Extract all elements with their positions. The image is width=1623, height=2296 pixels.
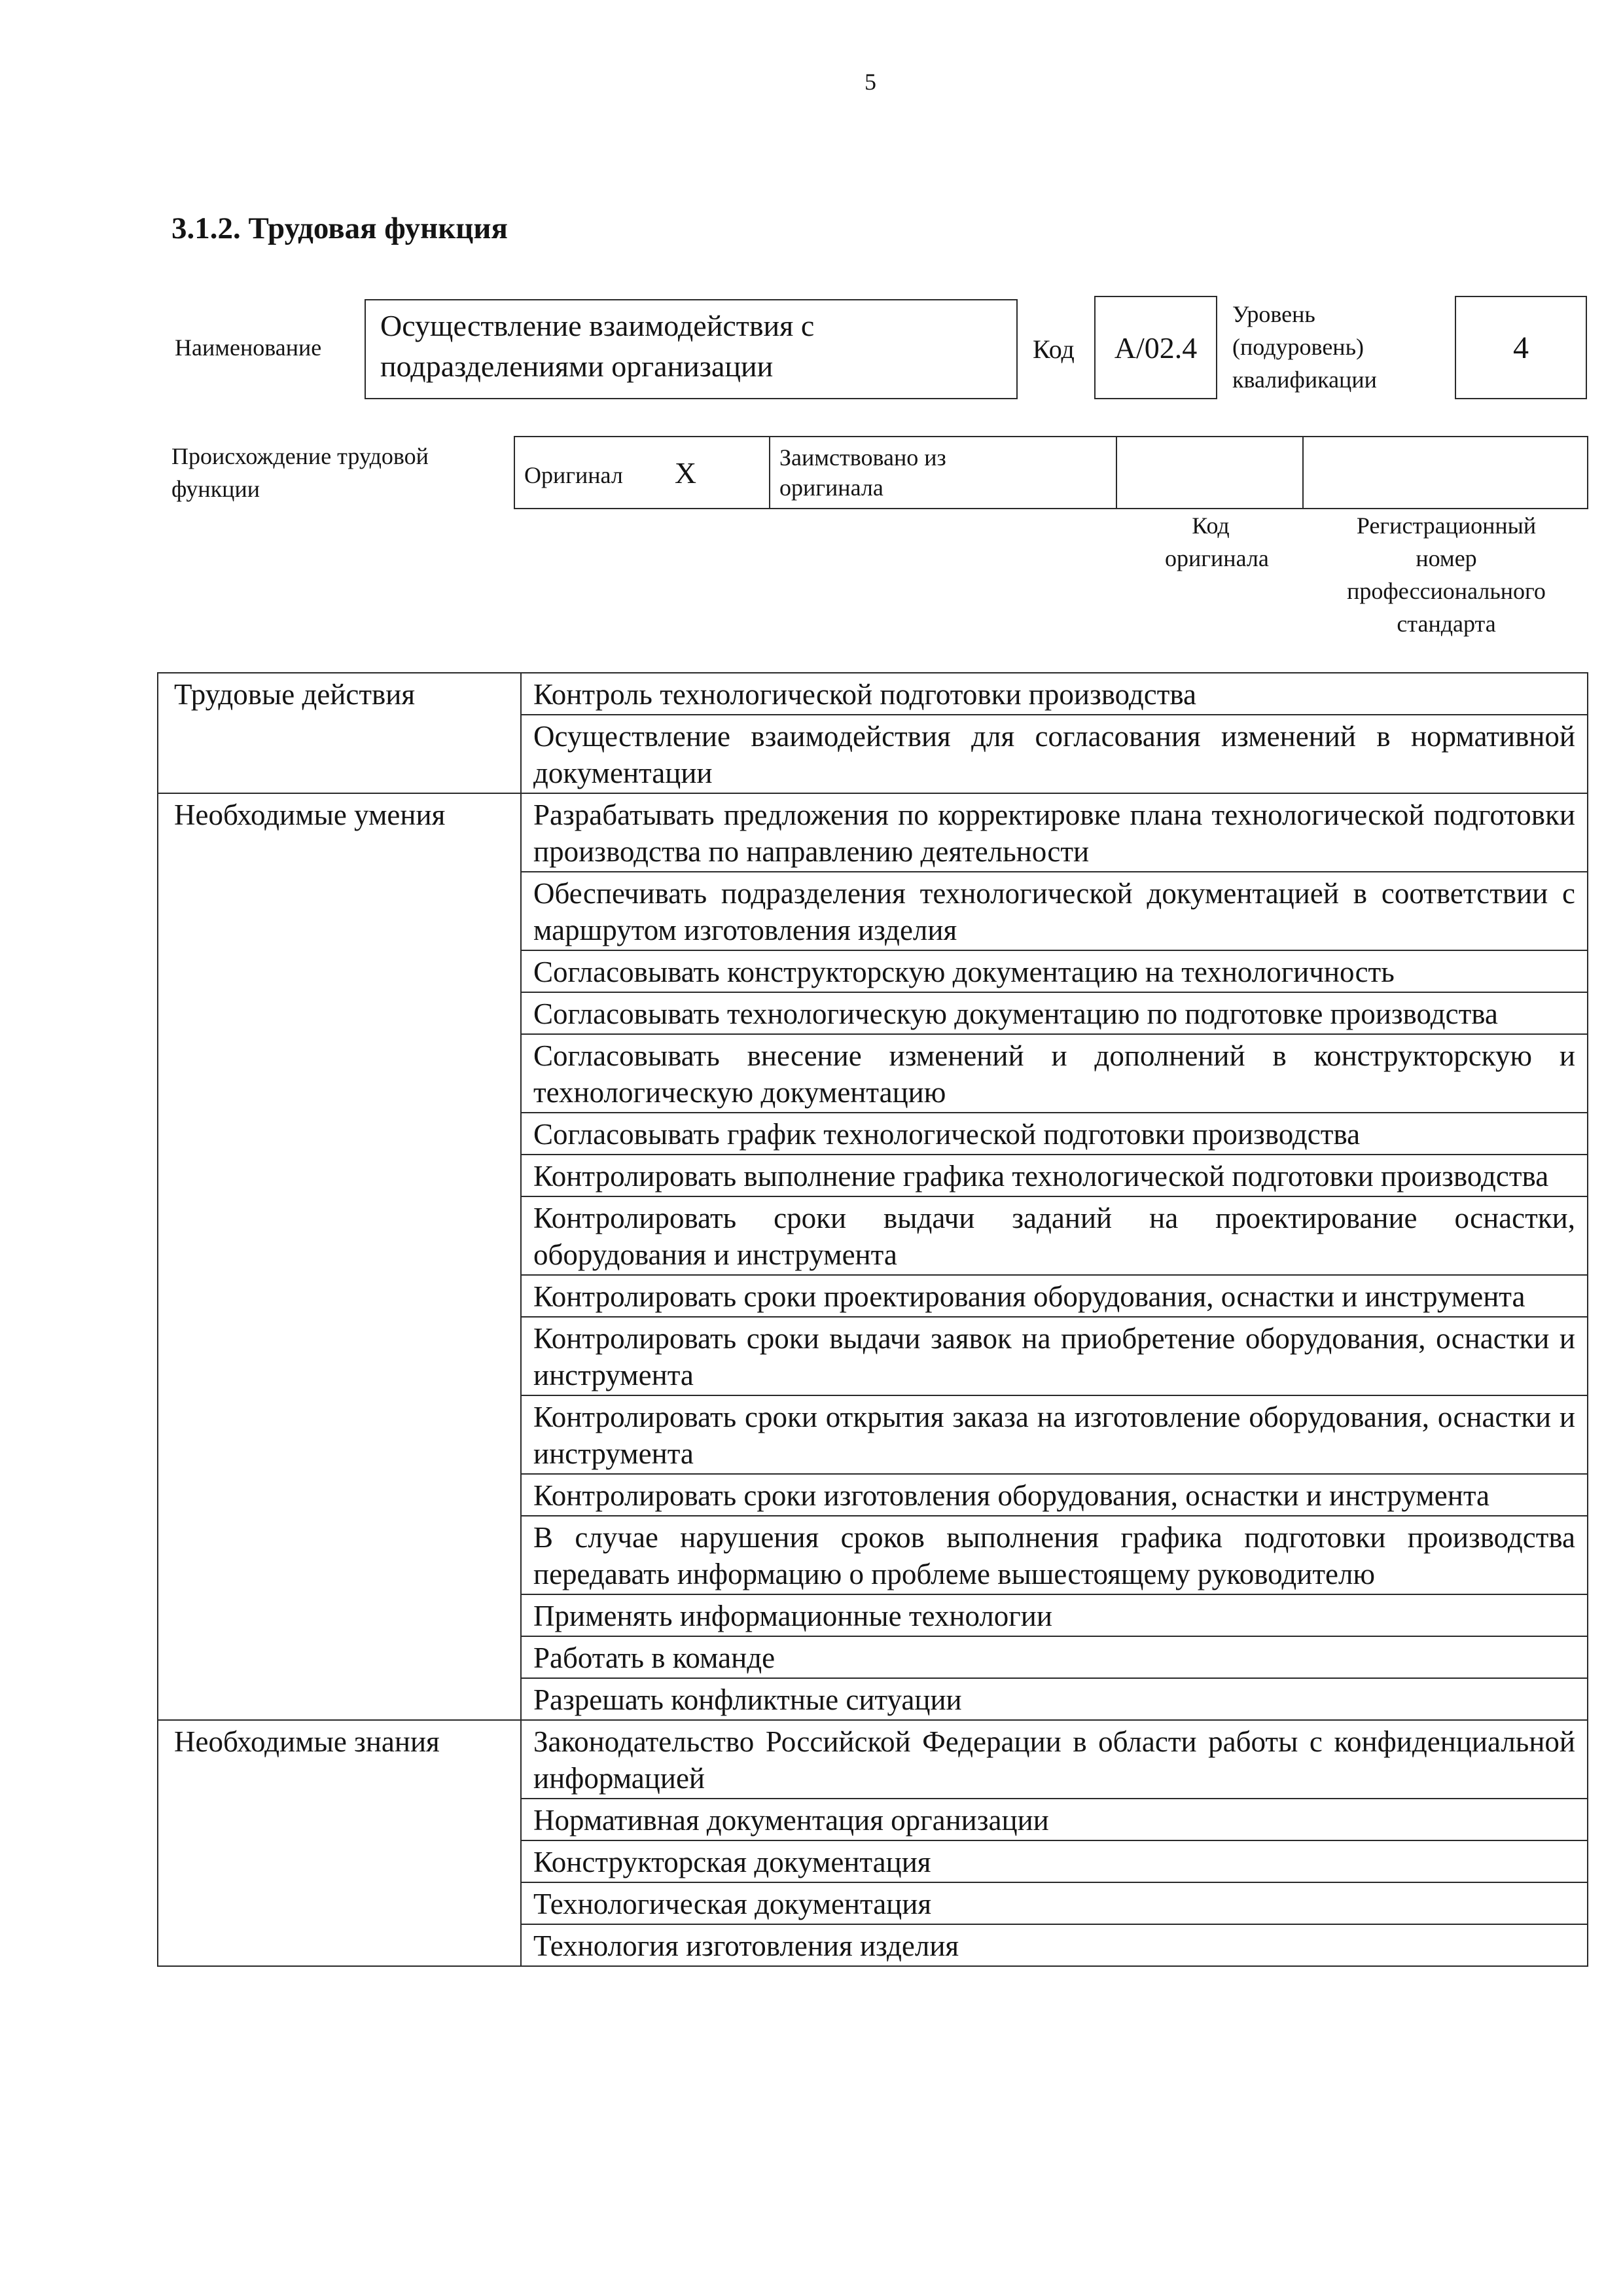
- caption-registration-line-3: профессионального: [1347, 578, 1546, 604]
- section-title: Необходимые умения: [158, 793, 521, 1720]
- origin-borrowed-cell: [770, 437, 1116, 509]
- section-item: Контролировать сроки выдачи заданий на проектирование оснастки, оборудования и инструмента: [521, 1196, 1588, 1275]
- function-name-line-2: подразделениями организации: [380, 350, 774, 383]
- section-item: Конструкторская документация: [521, 1840, 1588, 1882]
- section-title: Необходимые знания: [158, 1720, 521, 1966]
- caption-registration-line-4: стандарта: [1397, 611, 1496, 637]
- level-value-box: [1455, 296, 1587, 399]
- caption-original-code-line-1: Код: [1192, 512, 1230, 539]
- section-item: Согласовывать конструкторскую документацию на технологичность: [521, 950, 1588, 992]
- level-label-line-3: квалификации: [1232, 367, 1377, 393]
- level-label-line-2: (подуровень): [1232, 334, 1364, 360]
- function-details-table: [157, 672, 1588, 1967]
- origin-mark: X: [674, 456, 697, 490]
- registration-number-cell: [1303, 437, 1588, 509]
- section-item: Законодательство Российской Федерации в области работы с конфиденциальной информацией: [521, 1720, 1588, 1799]
- section-title: Трудовые действия: [158, 673, 521, 793]
- section-item: Согласовывать технологическую документацию по подготовке производства: [521, 992, 1588, 1034]
- origin-table: [514, 436, 1588, 509]
- origin-label-line-1: Происхождение трудовой: [171, 443, 429, 469]
- origin-borrowed-line-2: оригинала: [779, 475, 883, 501]
- level-label-line-1: Уровень: [1232, 301, 1315, 327]
- section-item: Нормативная документация организации: [521, 1799, 1588, 1840]
- section-item: Применять информационные технологии: [521, 1594, 1588, 1636]
- section-item: Контроль технологической подготовки производства: [521, 673, 1588, 715]
- section-item: Разрабатывать предложения по корректировке плана технологической подготовки производства по направлению деятельности: [521, 793, 1588, 872]
- table-row: [158, 1720, 1588, 1799]
- caption-original-code-line-2: оригинала: [1165, 545, 1269, 571]
- section-heading: 3.1.2. Трудовая функция: [171, 211, 508, 245]
- table-row: [158, 673, 1588, 715]
- section-item: Технологическая документация: [521, 1882, 1588, 1924]
- caption-registration-line-2: номер: [1416, 545, 1477, 571]
- caption-registration-line-1: Регистрационный: [1356, 512, 1537, 539]
- function-name-box: [365, 299, 1018, 399]
- section-item: Разрешать конфликтные ситуации: [521, 1678, 1588, 1720]
- section-item: Контролировать сроки изготовления оборудования, оснастки и инструмента: [521, 1474, 1588, 1516]
- section-item: Технология изготовления изделия: [521, 1924, 1588, 1966]
- section-item: Контролировать сроки выдачи заявок на приобретение оборудования, оснастки и инструмента: [521, 1317, 1588, 1395]
- section-item: Работать в команде: [521, 1636, 1588, 1678]
- level-value: 4: [1513, 330, 1529, 365]
- code-value-box: [1094, 296, 1217, 399]
- section-item: Контролировать сроки открытия заказа на изготовление оборудования, оснастки и инструмента: [521, 1395, 1588, 1474]
- origin-borrowed-line-1: Заимствовано из: [779, 444, 946, 471]
- section-item: Согласовывать график технологической подготовки производства: [521, 1113, 1588, 1155]
- page-number: 5: [865, 69, 876, 95]
- origin-label-line-2: функции: [171, 476, 260, 502]
- level-label: [1232, 298, 1377, 396]
- name-label: Наименование: [175, 334, 322, 361]
- caption-original-code: [1165, 509, 1269, 575]
- section-item: Контролировать сроки проектирования оборудования, оснастки и инструмента: [521, 1275, 1588, 1317]
- code-label: Код: [1033, 334, 1075, 364]
- section-item: Обеспечивать подразделения технологической документацией в соответствии с маршрутом изготовления изделия: [521, 872, 1588, 950]
- code-value: А/02.4: [1114, 331, 1198, 365]
- caption-registration-number: [1312, 509, 1580, 640]
- table-row: [158, 793, 1588, 872]
- function-name-line-1: Осуществление взаимодействия с: [380, 309, 815, 342]
- section-item: Согласовывать внесение изменений и дополнений в конструкторскую и технологическую документацию: [521, 1034, 1588, 1113]
- section-item: Контролировать выполнение графика технологической подготовки производства: [521, 1155, 1588, 1196]
- origin-original-label: Оригинал: [524, 461, 623, 488]
- section-item: Осуществление взаимодействия для согласования изменений в нормативной документации: [521, 715, 1588, 793]
- original-code-cell: [1116, 437, 1303, 509]
- origin-label: [171, 440, 429, 505]
- origin-original-cell: [514, 437, 770, 509]
- section-item: В случае нарушения сроков выполнения графика подготовки производства передавать информацию о проблеме вышестоящему руководителю: [521, 1516, 1588, 1594]
